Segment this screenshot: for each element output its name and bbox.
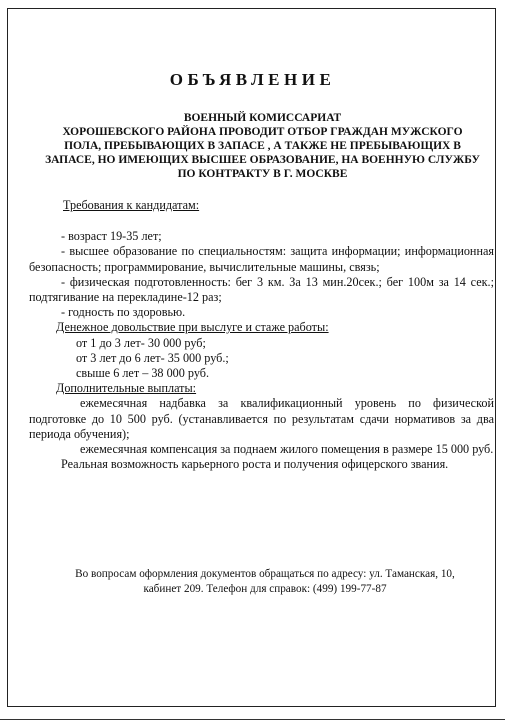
heading-line: ПОЛА, ПРЕБЫВАЮЩИХ В ЗАПАСЕ , А ТАКЖЕ НЕ ПРЕБЫВАЮЩИХ В: [64, 140, 461, 152]
announcement-title: ОБЪЯВЛЕНИЕ: [169, 70, 336, 89]
heading-line: ПО КОНТРАКТУ В Г. МОСКВЕ: [177, 168, 348, 180]
announcement-heading: [30, 111, 495, 181]
requirements-heading: Требования к кандидатам:: [63, 198, 200, 212]
extra-payment-item: ежемесячная надбавка за квалификационный уровень по физической подготовке до 10 500 руб. (устанавливается по результатам сдачи нормативов за два периода обучения);: [29, 396, 494, 441]
footer-line: Во вопросам оформления документов обращаться по адресу: ул. Таманская, 10,: [75, 568, 455, 580]
requirement-item: - возраст 19-35 лет;: [61, 229, 162, 244]
allowance-item: от 3 лет до 6 лет- 35 000 руб.;: [76, 350, 229, 365]
contact-footer: [30, 567, 500, 597]
bottom-scan-edge: [0, 719, 505, 720]
announcement-body: [29, 198, 494, 472]
requirement-item: - годность по здоровью.: [61, 305, 186, 320]
extra-payments-heading: Дополнительные выплаты:: [56, 381, 197, 396]
allowance-item: свыше 6 лет – 38 000 руб.: [76, 366, 210, 381]
requirement-item: - физическая подготовленность: бег 3 км. За 13 мин.20сек.; бег 100м за 14 сек.; подтягивание на перекладине-12 раз;: [29, 274, 494, 305]
allowance-item: от 1 до 3 лет- 30 000 руб;: [76, 335, 206, 350]
requirement-item: - высшее образование по специальностям: защита информации; информационная безопасность; программирование, вычислительные машины, связь;: [29, 244, 494, 274]
heading-line: ХОРОШЕВСКОГО РАЙОНА ПРОВОДИТ ОТБОР ГРАЖДАН МУЖСКОГО: [62, 126, 463, 138]
footer-line: кабинет 209. Телефон для справок: (499) 199-77-87: [143, 583, 387, 595]
extra-payment-item: ежемесячная компенсация за поднаем жилого помещения в размере 15 000 руб.: [80, 442, 494, 457]
heading-line: ВОЕННЫЙ КОМИССАРИАТ: [183, 112, 342, 124]
allowance-heading: Денежное довольствие при выслуге и стаже работы:: [56, 320, 329, 335]
heading-line: ЗАПАСЕ, НО ИМЕЮЩИХ ВЫСШЕЕ ОБРАЗОВАНИЕ, НА ВОЕННУЮ СЛУЖБУ: [45, 154, 480, 166]
career-note: Реальная возможность карьерного роста и получения офицерского звания.: [61, 457, 449, 472]
